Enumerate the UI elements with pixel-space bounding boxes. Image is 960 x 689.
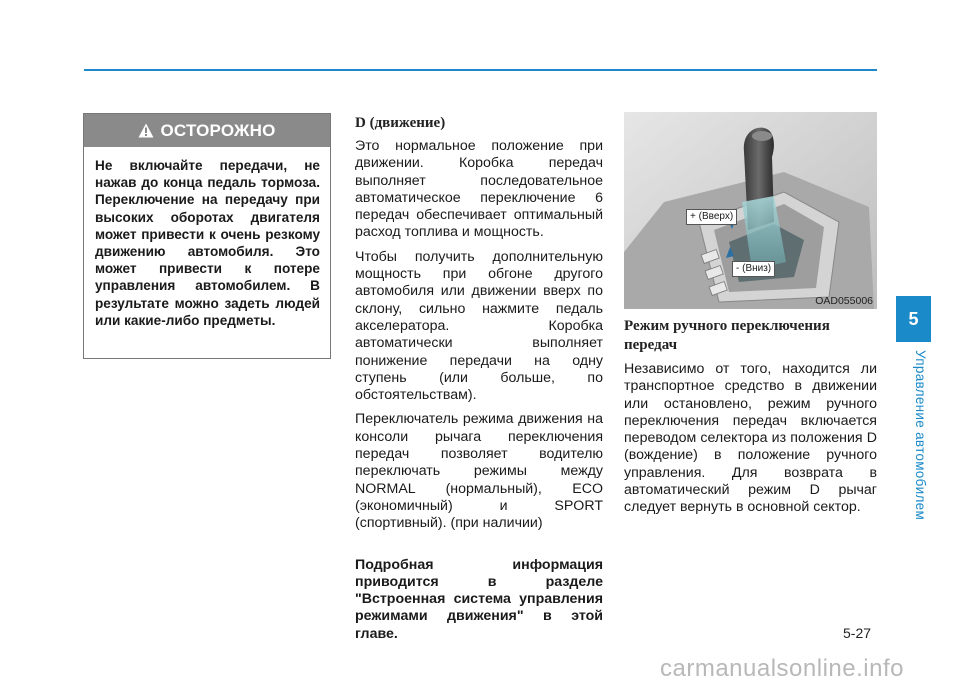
page-number: 5-27: [843, 625, 872, 641]
chapter-title: Управление автомобилем: [913, 350, 928, 521]
top-rule: [84, 69, 877, 71]
gear-shifter-photo: [624, 112, 877, 309]
drive-note: Подробная информация приводится в разделе "Встроенная система управления режимами движения" в этой главе.: [355, 556, 603, 642]
drive-paragraph-1: Это нормальное положение при движении. Коробка передач выполняет последовательное автоматическое переключение 6 передач обеспечивает оптимальный расход топлива и мощность.: [355, 138, 603, 241]
shift-down-label: - (Вниз): [732, 261, 775, 277]
chapter-number-tab: 5: [896, 296, 931, 342]
gear-shifter-illustration: [624, 112, 877, 309]
shift-up-label: + (Вверх): [686, 209, 737, 225]
warning-triangle-icon: [138, 123, 154, 138]
warning-header: [84, 114, 330, 147]
warning-box: [83, 113, 331, 359]
warning-text: Не включайте передачи, не нажав до конца педаль тормоза. Переключение на передачу при высоких оборотах двигателя может привести к очень резкому движению автомобиля. Это может привести к потере управления автомобилем. В результате можно задеть людей или какие-либо предметы.: [95, 158, 320, 328]
drive-heading: D (движение): [355, 115, 446, 131]
watermark: carmanualsonline.info: [660, 655, 904, 682]
drive-paragraph-3: Переключатель режима движения на консоли рычага переключения передач позволяет водителю переключать режимы между NORMAL (нормальный), ECO (экономичный) и SPORT (спортивный). (при наличии): [355, 411, 603, 532]
figure-code: OAD055006: [815, 295, 873, 307]
drive-paragraph-2: Чтобы получить дополнительную мощность при обгоне другого автомобиля или движении вверх по склону, сильно нажмите педаль акселератора. Коробка автоматически выполняет понижение передачи на одну ступень (или больше, по обстоятельствам).: [355, 248, 603, 404]
manual-section: [624, 112, 877, 524]
manual-heading: Режим ручного переключения передач: [624, 318, 830, 353]
warning-title: ОСТОРОЖНО: [160, 120, 276, 140]
manual-paragraph: Независимо от того, находится ли транспортное средство в движении или остановлено, режим ручного переключения передач включается переводом селектора из положения D (вождение) в положение ручного управления. Для возврата в автоматический режим D рычаг следует вернуть в основной сектор.: [624, 361, 877, 516]
drive-section: [355, 115, 603, 650]
